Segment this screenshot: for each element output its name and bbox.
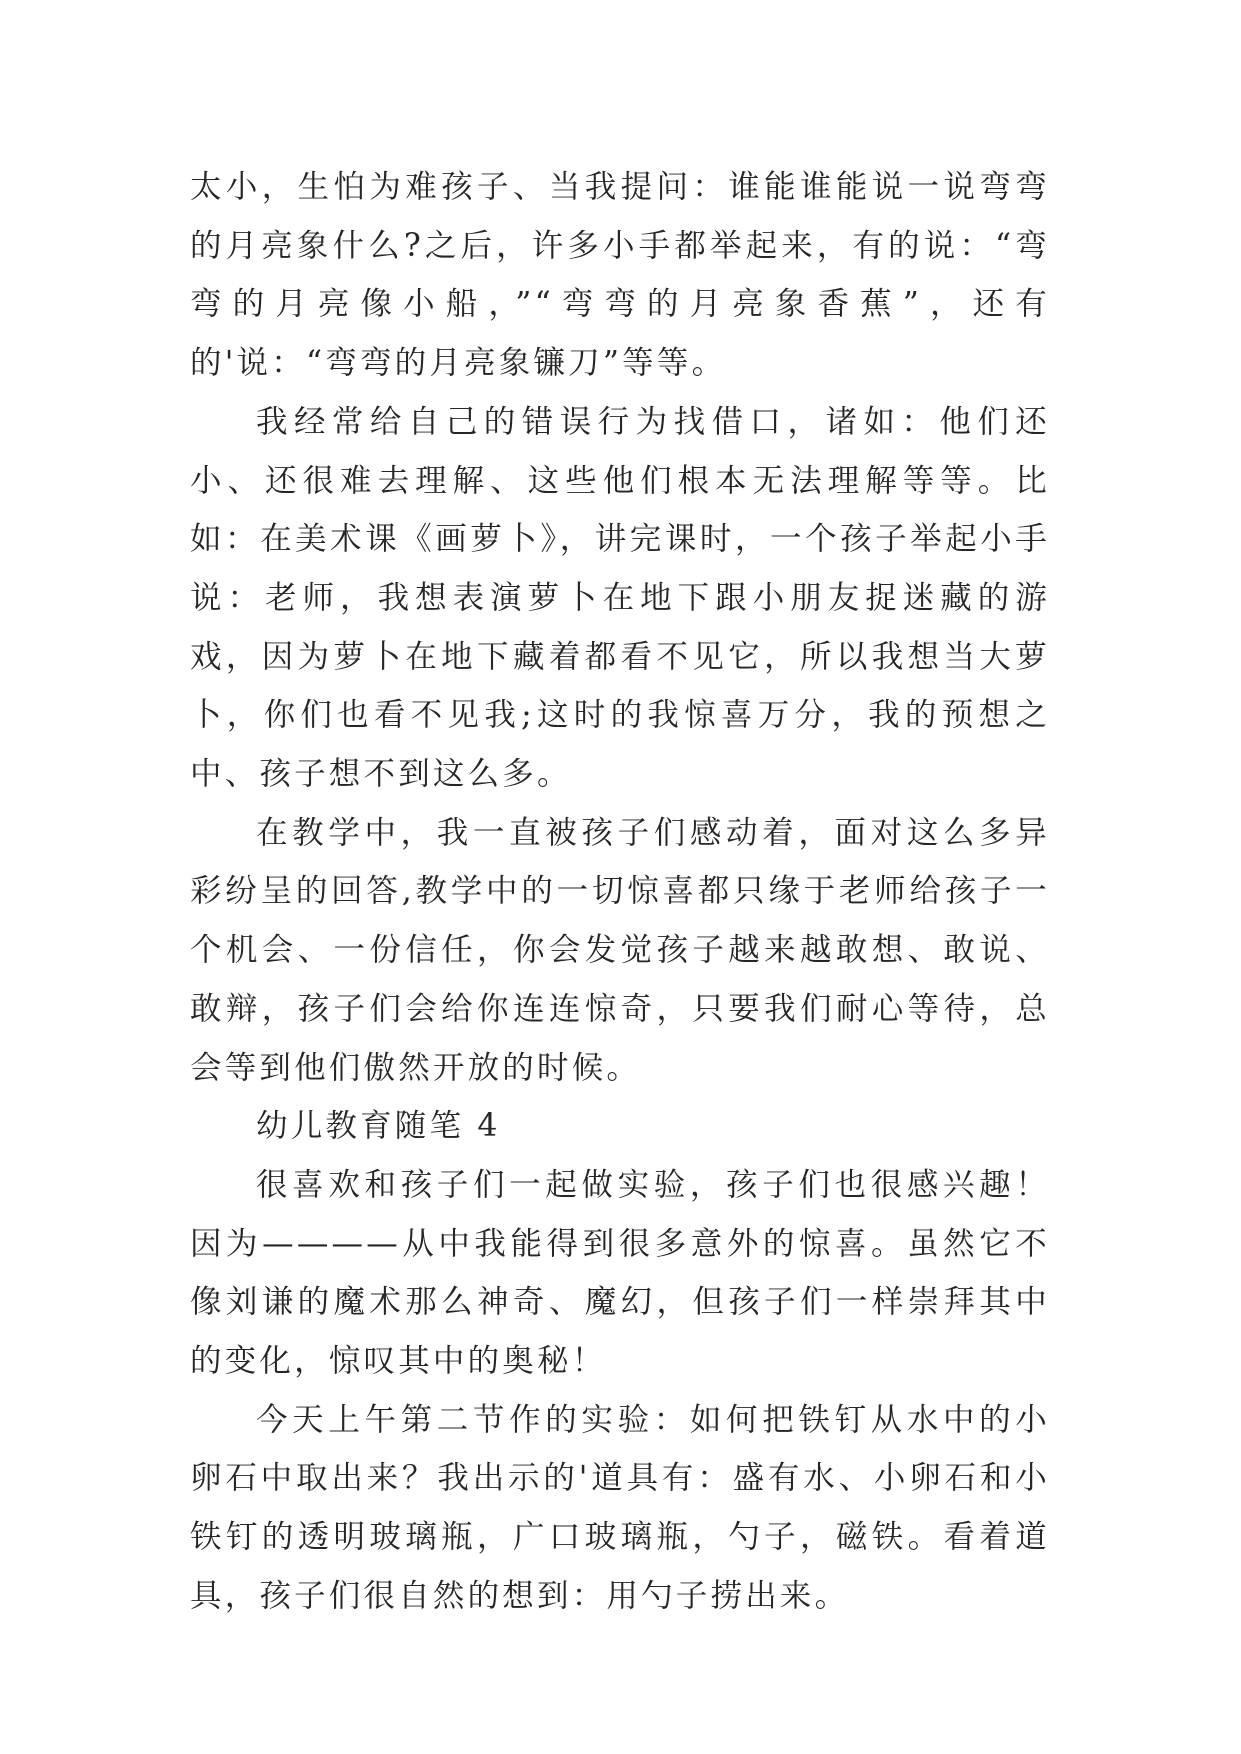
paragraph-excuses-radish: 我经常给自己的错误行为找借口，诸如：他们还小、还很难去理解、这些他们根本无法理解等等。比如：在美术课《画萝卜》，讲完课时，一个孩子举起小手说：老师，我想表演萝卜在地下跟小朋友捉迷藏的游戏，因为萝卜在地下藏着都看不见它，所以我想当大萝卜，你们也看不见我;这时的我惊喜万分，我的预想之中、孩子想不到这么多。 [190,403,1050,793]
document-body [190,158,1050,1626]
paragraph-moon-answers: 太小，生怕为难孩子、当我提问：谁能谁能说一说弯弯的月亮象什么?之后，许多小手都举起来，有的说：“弯弯的月亮像小船，”“弯弯的月亮象香蕉”，还有的'说：“弯弯的月亮象镰刀”等等。 [190,169,1050,382]
section-heading: 幼儿教育随笔 4 [256,1108,501,1145]
paragraph-teaching-surprises: 在教学中，我一直被孩子们感动着，面对这么多异彩纷呈的回答,教学中的一切惊喜都只缘于老师给孩子一个机会、一份信任，你会发觉孩子越来越敢想、敢说、敢辩，孩子们会给你连连惊奇，只要我们耐心等待，总会等到他们傲然开放的时候。 [190,814,1050,1086]
paragraph-nail-experiment: 今天上午第二节作的实验：如何把铁钉从水中的小卵石中取出来？我出示的'道具有：盛有水、小卵石和小铁钉的透明玻璃瓶，广口玻璃瓶，勺子，磁铁。看着道具，孩子们很自然的想到：用勺子捞出来。 [190,1401,1050,1614]
paragraph-experiments: 很喜欢和孩子们一起做实验，孩子们也很感兴趣！因为————从中我能得到很多意外的惊喜。虽然它不像刘谦的魔术那么神奇、魔幻，但孩子们一样崇拜其中的变化，惊叹其中的奥秘！ [190,1166,1050,1380]
